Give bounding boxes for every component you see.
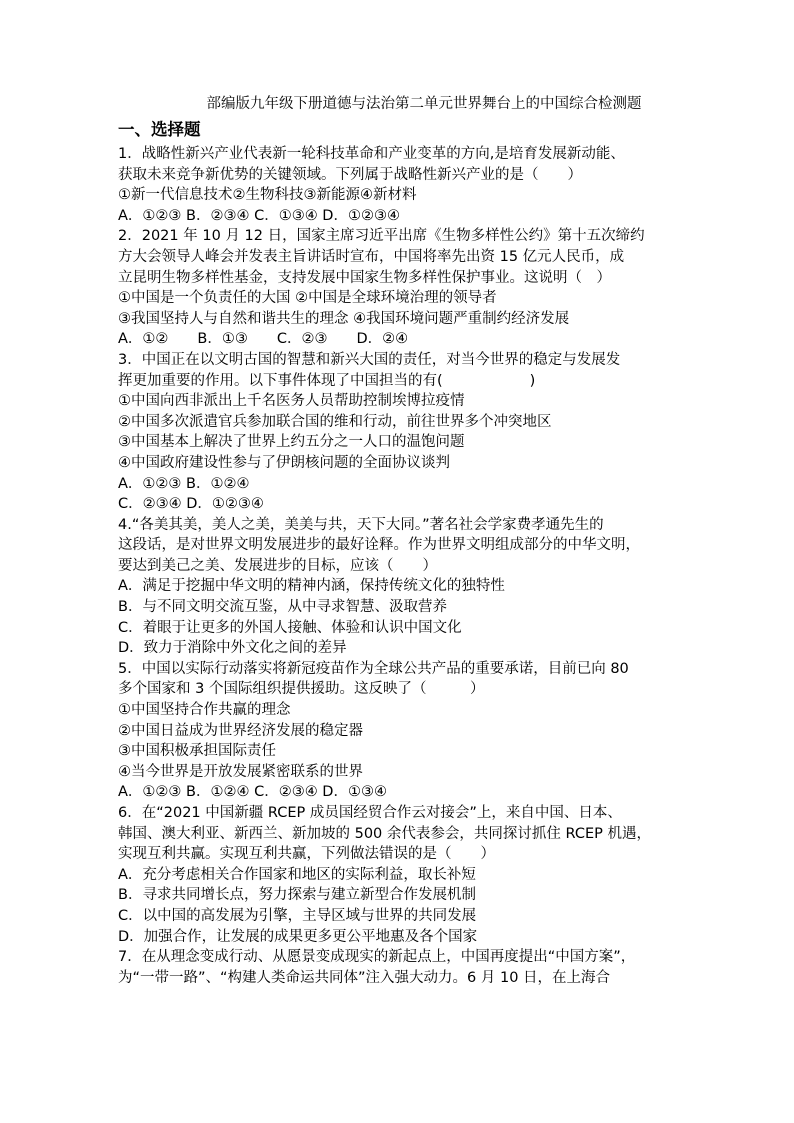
document-page xyxy=(118,94,690,988)
text-line: A．①②③ B．①②④ xyxy=(118,475,250,492)
text-line: 3．中国正在以文明古国的智慧和新兴大国的责任，对当今世界的稳定与发展发 xyxy=(118,351,621,368)
text-line: 韩国、澳大利亚、新西兰、新加坡的 500 余代表参会，共同探讨抓住 RCEP 机遇， xyxy=(118,825,651,842)
text-line: B．寻求共同增长点，努力探索与建立新型合作发展机制 xyxy=(118,887,476,904)
text-line: 方大会领导人峰会并发表主旨讲话时宣布，中国将率先出资 15 亿元人民币，成 xyxy=(118,248,625,265)
question-list xyxy=(118,144,690,988)
text-line: 2．2021 年 10 月 12 日，国家主席习近平出席《生物多样性公约》第十五次缔约 xyxy=(118,228,645,245)
text-line: ①新一代信息技术②生物科技③新能源④新材料 xyxy=(118,187,417,204)
text-line: B．与不同文明交流互鉴，从中寻求智慧、汲取营养 xyxy=(118,599,447,616)
text-line: 挥更加重要的作用。以下事件体现了中国担当的有( ) xyxy=(118,372,536,389)
text-line: ①中国坚持合作共赢的理念 xyxy=(118,702,291,719)
text-line: D．加强合作，让发展的成果更多更公平地惠及各个国家 xyxy=(118,928,478,945)
text-line: A．充分考虑相关合作国家和地区的实际利益，取长补短 xyxy=(118,866,476,883)
text-line: A．满足于挖掘中华文明的精神内涵，保持传统文化的独特性 xyxy=(118,578,505,595)
text-line: A．①② B．①③ C．②③ D．②④ xyxy=(118,331,409,348)
text-line: 为“一带一路”、“构建人类命运共同体”注入强大动力。6 月 10 日，在上海合 xyxy=(118,969,611,986)
text-line: 立昆明生物多样性基金，支持发展中国家生物多样性保护事业。这说明（ ） xyxy=(118,269,611,286)
document-title: 部编版九年级下册道德与法治第二单元世界舞台上的中国综合检测题 xyxy=(206,96,642,112)
text-line: 获取未来竞争新优势的关键领域。下列属于战略性新兴产业的是（ ） xyxy=(118,166,582,183)
text-line: C．②③④ D．①②③④ xyxy=(118,496,264,513)
section-heading: 一、选择题 xyxy=(118,120,201,139)
text-line: 6．在“2021 中国新疆 RCEP 成员国经贸合作云对接会”上，来自中国、日本、 xyxy=(118,805,622,821)
text-line: ①中国向西非派出上千名医务人员帮助控制埃博拉疫情 xyxy=(118,393,465,410)
text-line: 1．战略性新兴产业代表新一轮科技革命和产业变革的方向,是培育发展新动能、 xyxy=(118,146,625,162)
text-line: C．着眼于让更多的外国人接触、体验和认识中国文化 xyxy=(118,619,462,636)
text-line: A．①②③ B．②③④ C．①③④ D．①②③④ xyxy=(118,207,400,224)
text-line: 这段话，是对世界文明发展进步的最好诠释。作为世界文明组成部分的中华文明， xyxy=(118,537,640,554)
text-line: 多个国家和 3 个国际组织提供援助。这反映了（ ） xyxy=(118,681,485,698)
text-line: A．①②③ B．①②④ C．②③④ D．①③④ xyxy=(118,784,387,801)
text-line: D．致力于消除中外文化之间的差异 xyxy=(118,640,347,657)
text-line: 5．中国以实际行动落实将新冠疫苗作为全球公共产品的重要承诺，目前已向 80 xyxy=(118,660,629,677)
text-line: 4.“各美其美，美人之美，美美与共，天下大同。”著名社会学家费孝通先生的 xyxy=(118,516,604,533)
text-line: ④中国政府建设性参与了伊朗核问题的全面协议谈判 xyxy=(118,454,450,471)
text-line: ③中国基本上解决了世界上约五分之一人口的温饱问题 xyxy=(118,434,465,451)
text-line: ③中国积极承担国际责任 xyxy=(118,743,276,760)
text-line: ②中国多次派遣官兵参加联合国的维和行动，前往世界多个冲突地区 xyxy=(118,413,552,430)
text-line: 7．在从理念变成行动、从愿景变成现实的新起点上，中国再度提出“中国方案”， xyxy=(118,949,636,966)
text-line: ④当今世界是开放发展紧密联系的世界 xyxy=(118,763,363,780)
text-line: ②中国日益成为世界经济发展的稳定器 xyxy=(118,722,363,739)
text-line: C．以中国的高发展为引擎，主导区域与世界的共同发展 xyxy=(118,907,477,924)
text-line: ③我国坚持人与自然和谐共生的理念 ④我国环境问题严重制约经济发展 xyxy=(118,310,570,327)
text-line: 要达到美己之美、发展进步的目标，应该（ ） xyxy=(118,557,437,574)
text-line: ①中国是一个负责任的大国 ②中国是全球环境治理的领导者 xyxy=(118,290,497,307)
text-line: 实现互利共赢。实现互利共赢，下列做法错误的是（ ） xyxy=(118,846,495,863)
